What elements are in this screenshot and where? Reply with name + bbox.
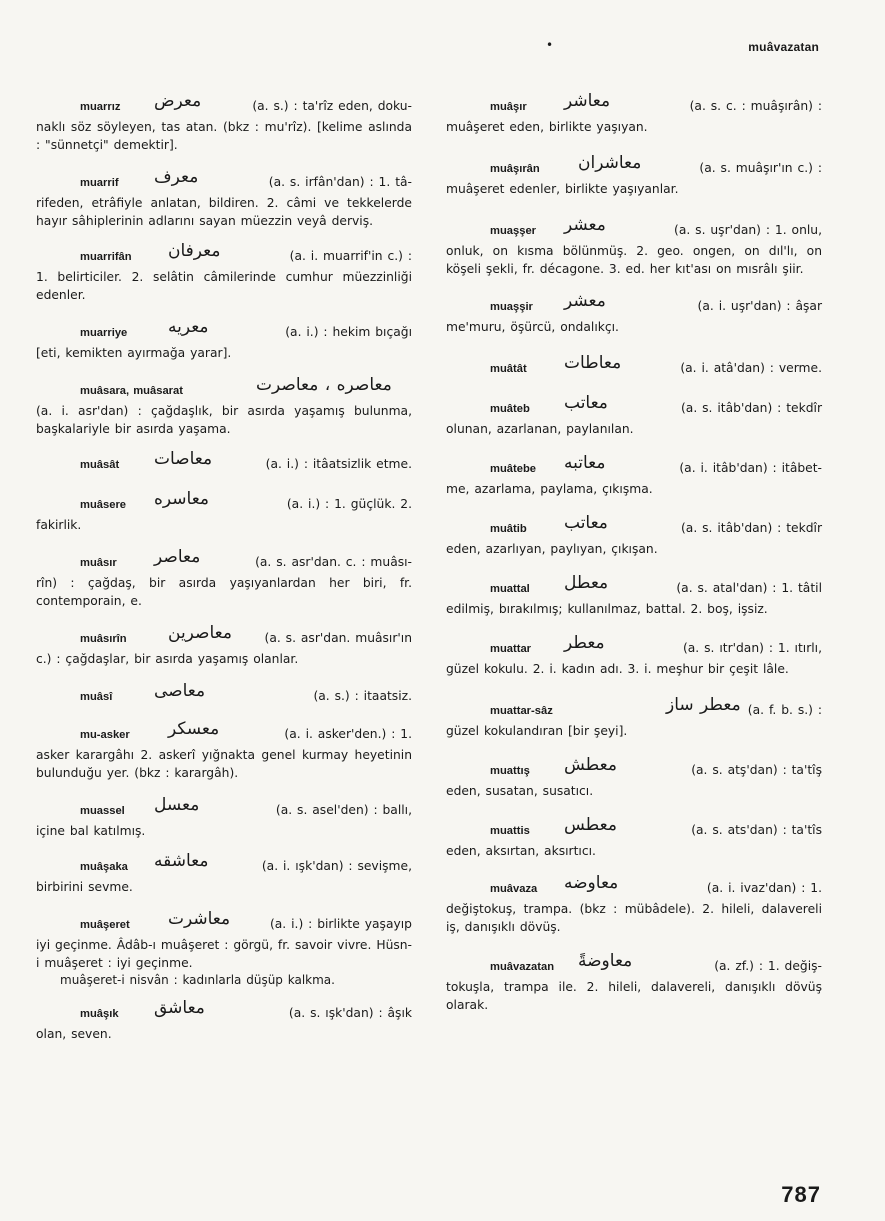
print-mark: • bbox=[546, 38, 554, 52]
arabic-script-headword: معرض bbox=[154, 91, 202, 111]
dictionary-entry bbox=[36, 999, 412, 1043]
entry-headline bbox=[36, 490, 412, 516]
entry-headline bbox=[36, 852, 412, 878]
arabic-script-headword: معطل bbox=[564, 573, 609, 593]
definition-text: rifeden, etrâfiyle anlatan, bildiren. 2. câmi ve tekkelerde hayır sâhiplerinin adlarını sayan müezzin veyâ derviş. bbox=[36, 196, 412, 228]
dictionary-entry bbox=[446, 454, 822, 498]
arabic-script-headword: معسل bbox=[154, 795, 200, 815]
dictionary-entry bbox=[446, 394, 822, 438]
arabic-script-headword: معرف bbox=[154, 167, 199, 187]
grammar-note: (a. s. muâşır'ın c.) : bbox=[699, 161, 822, 175]
entry-headline bbox=[36, 999, 412, 1025]
headword: muaşşer bbox=[490, 225, 537, 237]
headword: muâşır bbox=[490, 101, 527, 113]
definition-text: fakirlik. bbox=[36, 518, 82, 532]
dictionary-entry bbox=[446, 634, 822, 678]
dictionary-entry bbox=[36, 376, 412, 438]
entry-headline bbox=[446, 816, 822, 842]
headword: muâtebe bbox=[490, 463, 537, 475]
dictionary-entry bbox=[446, 696, 822, 740]
grammar-note: (a. s. c. : muâşırân) : bbox=[689, 99, 822, 113]
dictionary-entry bbox=[36, 910, 412, 989]
dictionary-entry bbox=[446, 354, 822, 380]
grammar-note: (a. i. muarrif'in c.) : bbox=[289, 249, 412, 263]
headword: muarriye bbox=[80, 327, 128, 339]
entry-headline bbox=[36, 682, 412, 708]
entry-headline bbox=[446, 514, 822, 540]
definition-text: edilmiş, bırakılmış; kullanılmaz, battal. 2. boş, işsiz. bbox=[446, 602, 768, 616]
arabic-script-headword: معطر ساز bbox=[666, 695, 741, 715]
arabic-script-headword: معاصره ، معاصرت bbox=[256, 375, 392, 395]
headword: muarrifân bbox=[80, 251, 132, 263]
arabic-script-headword: معاشران bbox=[578, 153, 642, 173]
running-head: muâvazatan bbox=[748, 40, 819, 54]
dictionary-entry bbox=[446, 574, 822, 618]
arabic-script-headword: معاتبه bbox=[564, 453, 606, 473]
headword: muaşşir bbox=[490, 301, 533, 313]
headword: muâsırîn bbox=[80, 633, 127, 645]
definition-text: güzel kokulu. 2. i. kadın adı. 3. i. meşhur bir çeşit lâle. bbox=[446, 662, 789, 676]
definition-text: me'muru, öşürcü, ondalıkçı. bbox=[446, 320, 619, 334]
headword: muattar-sâz bbox=[490, 705, 553, 717]
entry-headline bbox=[36, 624, 412, 650]
grammar-note: (a. zf.) : 1. değiş- bbox=[714, 959, 822, 973]
right-column bbox=[446, 92, 822, 1014]
grammar-note: (a. s. atal'dan) : 1. tâtil bbox=[676, 581, 822, 595]
entry-headline bbox=[36, 910, 412, 936]
headword: muattal bbox=[490, 583, 530, 595]
dictionary-entry bbox=[36, 720, 412, 782]
entry-headline bbox=[446, 454, 822, 480]
arabic-script-headword: معطس bbox=[564, 815, 617, 835]
page-number: 787 bbox=[781, 1182, 821, 1207]
dictionary-entry bbox=[446, 952, 822, 1014]
grammar-note: (a. i.) : 1. güçlük. 2. bbox=[286, 497, 412, 511]
dictionary-entry bbox=[36, 852, 412, 896]
dictionary-entry bbox=[446, 216, 822, 278]
definition-text: muâşeret eden, birlikte yaşıyan. bbox=[446, 120, 648, 134]
grammar-note: (a. s.) : ta'rîz eden, doku- bbox=[252, 99, 412, 113]
dictionary-entry bbox=[36, 168, 412, 230]
grammar-note: (a. i. ışk'dan) : sevişme, bbox=[261, 859, 412, 873]
headword: muâsere bbox=[80, 499, 127, 511]
arabic-script-headword: معاتب bbox=[564, 393, 608, 413]
headword: muâşeret bbox=[80, 919, 130, 931]
entry-headline bbox=[446, 92, 822, 118]
arabic-script-headword: معريه bbox=[168, 317, 209, 337]
grammar-note: (a. i. asker'den.) : 1. bbox=[284, 727, 412, 741]
arabic-script-headword: معشر bbox=[564, 291, 606, 311]
entry-headline bbox=[446, 354, 822, 380]
definition-text: olunan, azarlanan, paylanılan. bbox=[446, 422, 634, 436]
definition-text: içine bal katılmış. bbox=[36, 824, 146, 838]
dictionary-entry bbox=[36, 92, 412, 154]
dictionary-entry bbox=[36, 796, 412, 840]
dictionary-entry bbox=[446, 874, 822, 936]
headword: muarrif bbox=[80, 177, 119, 189]
entry-headline bbox=[36, 318, 412, 344]
entry-headline bbox=[36, 548, 412, 574]
grammar-note: (a. s. ats'dan) : ta'tîs bbox=[691, 823, 822, 837]
definition-text: [eti, kemikten ayırmağa yarar]. bbox=[36, 346, 232, 360]
headword: muattis bbox=[490, 825, 530, 837]
arabic-script-headword: معاشرت bbox=[168, 909, 231, 929]
arabic-script-headword: معاشقه bbox=[154, 851, 209, 871]
definition-text: asker karargâhı 2. askerî yığnakta genel kurmay heyetinin bulunduğu yer. (bkz : karargâh). bbox=[36, 748, 412, 780]
definition-text: iyi geçinme. Âdâb-ı muâşeret : görgü, fr. savoir vivre. Hüsn-i muâşeret : iyi geçinme. bbox=[36, 938, 412, 970]
dictionary-entry bbox=[36, 682, 412, 708]
headword: muattar bbox=[490, 643, 532, 655]
left-column bbox=[36, 92, 412, 1043]
grammar-note: (a. s. asr'dan. c. : muâsı- bbox=[255, 555, 412, 569]
headword: muâsî bbox=[80, 691, 113, 703]
arabic-script-headword: معاصرين bbox=[168, 623, 232, 643]
dictionary-entry bbox=[36, 624, 412, 668]
grammar-note: (a. f. b. s.) : bbox=[747, 703, 822, 717]
entry-headline bbox=[446, 154, 822, 180]
definition-text: güzel kokulandıran [bir şeyi]. bbox=[446, 724, 628, 738]
grammar-note: (a. i. ivaz'dan) : 1. bbox=[706, 881, 822, 895]
headword: muâsara, muâsarat bbox=[80, 385, 183, 397]
definition-text: değiştokuş, trampa. (bkz : mübâdele). 2. hileli, dalavereli iş, danışıklı dövüş. bbox=[446, 902, 822, 934]
definition-text: 1. belirticiler. 2. selâtin câmilerinde cumhur müezzinliği edenler. bbox=[36, 270, 412, 302]
definition-text: (a. i. asr'dan) : çağdaşlık, bir asırda yaşamış bulunma, başkalariyle bir asırda yaşama. bbox=[36, 404, 412, 436]
definition-text: naklı söz söyleyen, tas atan. (bkz : mu'rîz). [kelime aslında : "sünnetçi" demektir]. bbox=[36, 120, 412, 152]
arabic-script-headword: معسكر bbox=[168, 719, 220, 739]
headword: muâteb bbox=[490, 403, 530, 415]
arabic-script-headword: معاصر bbox=[154, 547, 201, 567]
definition-text: tokuşla, trampa ile. 2. hileli, dalavereli, danışıklı dövüş olarak. bbox=[446, 980, 822, 1012]
headword: muâşık bbox=[80, 1008, 119, 1020]
entry-headline bbox=[446, 292, 822, 318]
arabic-script-headword: معاوضه bbox=[564, 873, 619, 893]
headword: muarrız bbox=[80, 101, 121, 113]
grammar-note: (a. s. asel'den) : ballı, bbox=[275, 803, 412, 817]
dictionary-entry bbox=[36, 490, 412, 534]
grammar-note: (a. s. itâb'dan) : tekdîr bbox=[680, 401, 822, 415]
entry-headline bbox=[36, 450, 412, 476]
arabic-script-headword: معطر bbox=[564, 633, 605, 653]
definition-text: c.) : çağdaşlar, bir asırda yaşamış olanlar. bbox=[36, 652, 299, 666]
grammar-note: (a. i. itâb'dan) : itâbet- bbox=[679, 461, 822, 475]
entry-headline bbox=[36, 796, 412, 822]
arabic-script-headword: معاصى bbox=[154, 681, 206, 701]
grammar-note: (a. s. asr'dan. muâsır'ın bbox=[264, 631, 412, 645]
headword: muâsât bbox=[80, 459, 120, 471]
definition-text: muâşeret edenler, birlikte yaşıyanlar. bbox=[446, 182, 679, 196]
sub-entry: muâşeret-i nisvân : kadınlarla düşüp kalkma. bbox=[60, 973, 335, 987]
grammar-note: (a. i.) : itâatsizlik etme. bbox=[265, 457, 412, 471]
headword: muâvaza bbox=[490, 883, 538, 895]
grammar-note: (a. s. ıtr'dan) : 1. ıtırlı, bbox=[682, 641, 822, 655]
definition-text: olan, seven. bbox=[36, 1027, 112, 1041]
grammar-note: (a. i. uşr'dan) : âşar bbox=[697, 299, 822, 313]
entry-headline bbox=[446, 874, 822, 900]
definition-text: eden, susatan, susatıcı. bbox=[446, 784, 594, 798]
grammar-note: (a. i.) : birlikte yaşayıp bbox=[269, 917, 412, 931]
definition-text: onluk, on kısma bölünmüş. 2. geo. ongen, on dıl'lı, on köşeli şekli, fr. décagone. 3. ed. her kıt'ası on mısrâlı şiir. bbox=[446, 244, 822, 276]
grammar-note: (a. i.) : hekim bıçağı bbox=[285, 325, 412, 339]
dictionary-entry bbox=[446, 816, 822, 860]
dictionary-entry bbox=[446, 292, 822, 336]
definition-text: eden, aksırtan, aksırtıcı. bbox=[446, 844, 596, 858]
entry-headline bbox=[446, 574, 822, 600]
arabic-script-headword: معاسره bbox=[154, 489, 210, 509]
dictionary-entry bbox=[446, 92, 822, 136]
headword: muâtib bbox=[490, 523, 527, 535]
headword: muâvazatan bbox=[490, 961, 555, 973]
entry-headline bbox=[446, 952, 822, 978]
headword: muâsır bbox=[80, 557, 117, 569]
headword: muâşırân bbox=[490, 163, 540, 175]
arabic-script-headword: معاشق bbox=[154, 998, 205, 1018]
dictionary-entry bbox=[36, 242, 412, 304]
definition-text: me, azarlama, paylama, çıkışma. bbox=[446, 482, 653, 496]
entry-headline bbox=[446, 756, 822, 782]
arabic-script-headword: معاتب bbox=[564, 513, 608, 533]
headword: muâşaka bbox=[80, 861, 128, 873]
grammar-note: (a. s. irfân'dan) : 1. tâ- bbox=[268, 175, 412, 189]
entry-headline bbox=[446, 394, 822, 420]
entry-headline bbox=[446, 696, 822, 722]
entry-headline bbox=[446, 634, 822, 660]
dictionary-entry bbox=[446, 514, 822, 558]
definition-text: birbirini sevme. bbox=[36, 880, 133, 894]
grammar-note: (a. s.) : itaatsiz. bbox=[313, 689, 412, 703]
grammar-note: (a. s. ışk'dan) : âşık bbox=[288, 1006, 412, 1020]
grammar-note: (a. i. atâ'dan) : verme. bbox=[680, 361, 822, 375]
entry-headline bbox=[446, 216, 822, 242]
entry-headline bbox=[36, 168, 412, 194]
arabic-script-headword: معاصات bbox=[154, 449, 213, 469]
headword: muassel bbox=[80, 805, 125, 817]
grammar-note: (a. s. itâb'dan) : tekdîr bbox=[680, 521, 822, 535]
definition-text: eden, azarlıyan, paylıyan, çıkışan. bbox=[446, 542, 658, 556]
grammar-note: (a. s. atş'dan) : ta'tîş bbox=[691, 763, 822, 777]
grammar-note: (a. s. uşr'dan) : 1. onlu, bbox=[674, 223, 822, 237]
arabic-script-headword: معرفان bbox=[168, 241, 221, 261]
dictionary-entry bbox=[36, 450, 412, 476]
arabic-script-headword: معاطات bbox=[564, 353, 622, 373]
entry-headline bbox=[36, 376, 412, 402]
dictionary-entry bbox=[36, 318, 412, 362]
arabic-script-headword: معطش bbox=[564, 755, 617, 775]
dictionary-entry bbox=[36, 548, 412, 610]
entry-headline bbox=[36, 242, 412, 268]
entry-headline bbox=[36, 720, 412, 746]
arabic-script-headword: معاشر bbox=[564, 91, 611, 111]
arabic-script-headword: معاوضةً bbox=[578, 951, 633, 971]
headword: muâtât bbox=[490, 363, 527, 375]
headword: mu-asker bbox=[80, 729, 130, 741]
dictionary-entry bbox=[446, 154, 822, 198]
entry-headline bbox=[36, 92, 412, 118]
definition-text: rîn) : çağdaş, bir asırda yaşıyanlardan her biri, fr. contemporain, e. bbox=[36, 576, 412, 608]
arabic-script-headword: معشر bbox=[564, 215, 606, 235]
headword: muattış bbox=[490, 765, 530, 777]
dictionary-entry bbox=[446, 756, 822, 800]
